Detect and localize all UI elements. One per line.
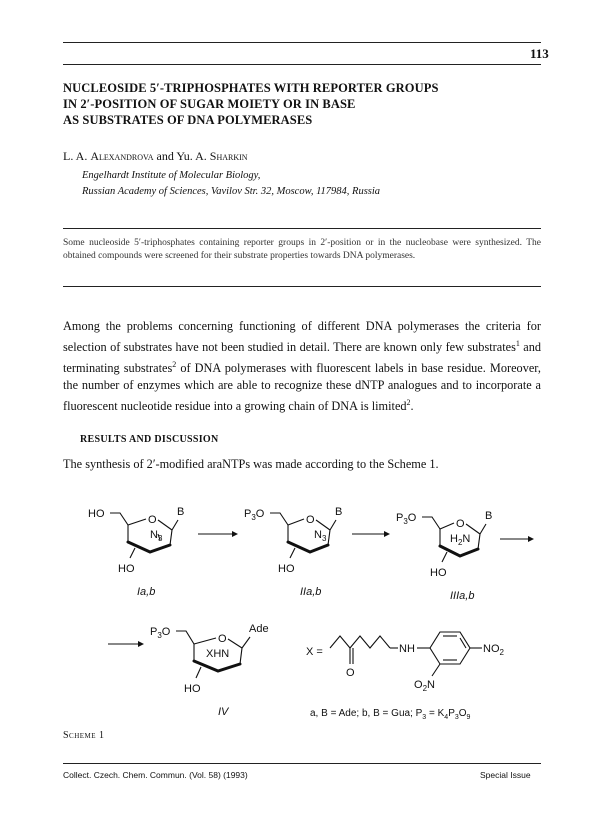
affiliation-line: Russian Academy of Sciences, Vavilov Str. 32, Moscow, 117984, Russia: [82, 186, 381, 197]
author-surname: Sharkin: [209, 149, 248, 163]
text-run: .: [410, 399, 414, 414]
abstract-rule-bottom: [63, 286, 541, 287]
text-run: Among the problems concerning functioning of different DNA polymerases the criteria for selection of substrates have not been studied in detail. There are known only few substrates: [63, 319, 541, 355]
journal-citation: Collect. Czech. Chem. Commun. (Vol. 58) (1993): [63, 770, 248, 780]
section-heading: RESULTS AND DISCUSSION: [80, 434, 219, 445]
compound-ia-b: [88, 506, 184, 598]
five-prime-group: HO: [88, 508, 105, 520]
body-paragraph: [63, 318, 541, 415]
three-prime-group: HO: [430, 567, 447, 579]
authors: [63, 149, 248, 164]
compound-iia-b: [244, 506, 342, 598]
base-label: B: [485, 510, 493, 522]
three-prime-group: HO: [278, 563, 295, 575]
author-surname: Alexandrova: [90, 149, 154, 163]
compound-name: Ia,b: [137, 586, 156, 598]
text-run: and terminating substrates: [63, 340, 541, 376]
abstract: Some nucleoside 5′-triphosphates containing reporter groups in 2′-position or in the nucleobase were synthesized. The obtained compounds were screened for their substrate properties towards DNA polymerases.: [63, 238, 541, 261]
author-initials: Yu. A.: [176, 149, 207, 163]
abstract-rule-top: [63, 228, 541, 229]
header-rule: [63, 42, 541, 43]
title-line: AS SUBSTRATES OF DNA POLYMERASES: [63, 113, 313, 127]
paper-title: [63, 80, 439, 128]
ring-oxygen: O: [456, 518, 465, 530]
scheme-label: Scheme 1: [63, 730, 105, 741]
title-line: NUCLEOSIDE 5′-TRIPHOSPHATES WITH REPORTER GROUPS: [63, 81, 439, 95]
substituent: $N_3$: [150, 529, 163, 543]
five-prime-group: $P_3O$: [150, 626, 171, 640]
nitro-group: $NO_2$: [483, 643, 504, 657]
reference-mark: 2: [406, 398, 411, 408]
affiliation-line: Engelhardt Institute of Molecular Biology,: [82, 170, 261, 181]
base-label: B: [177, 506, 185, 518]
substituent: $N_3$: [314, 529, 327, 543]
compound-iiia-b: [396, 510, 492, 602]
author-initials: L. A.: [63, 149, 88, 163]
five-prime-group: $P_3O$: [244, 508, 265, 522]
compound-name: IV: [218, 706, 229, 718]
arrowhead: [528, 536, 534, 542]
title-line: IN 2′-POSITION OF SUGAR MOIETY OR IN BASE: [63, 97, 356, 111]
substituent: XHN: [206, 648, 230, 660]
base-label: B: [335, 506, 343, 518]
x-definition: [306, 632, 505, 693]
compound-name: IIIa,b: [450, 590, 475, 602]
compound-name: IIa,b: [300, 586, 322, 598]
arrowhead: [384, 531, 390, 537]
authors-and: and: [156, 149, 174, 163]
scheme-legend: a, B = Ade; b, B = Gua; $P_3 = K_4P_3O_9$: [310, 708, 471, 721]
three-prime-group: HO: [118, 563, 135, 575]
reference-mark: 1: [515, 339, 520, 348]
page-number: 113: [530, 46, 549, 61]
ring-oxygen: O: [218, 633, 227, 645]
scheme-intro: The synthesis of 2′-modified araNTPs was made according to the Scheme 1.: [63, 457, 439, 471]
arrowhead: [232, 531, 238, 537]
base-label: Ade: [249, 623, 269, 635]
x-equals: X =: [306, 646, 323, 658]
footer-rule: [63, 763, 541, 764]
three-prime-group: HO: [184, 683, 201, 695]
nh-group: NH: [399, 643, 415, 655]
ring-oxygen: O: [306, 514, 315, 526]
affiliation: [82, 168, 380, 200]
five-prime-group: $P_3O$: [396, 512, 417, 526]
carbonyl-oxygen: O: [346, 667, 355, 679]
reference-mark: 2: [172, 360, 177, 370]
arrowhead: [138, 641, 144, 647]
nitro-group-ortho: $O_2N$: [414, 679, 435, 693]
compound-iv: [150, 623, 269, 718]
reaction-scheme: [0, 490, 600, 725]
ring-oxygen: O: [148, 514, 157, 526]
issue-label: Special Issue: [480, 770, 531, 780]
header-rule-bottom: [63, 64, 541, 65]
text-run: of DNA polymerases with fluorescent labels in base residue. Moreover, the number of enzymes which are able to recognize these dNTP analogues and to incorporate a fluorescent nucleotide residue into a growing chain of DNA is limited: [63, 361, 541, 414]
substituent: $H_2N$: [450, 533, 471, 547]
